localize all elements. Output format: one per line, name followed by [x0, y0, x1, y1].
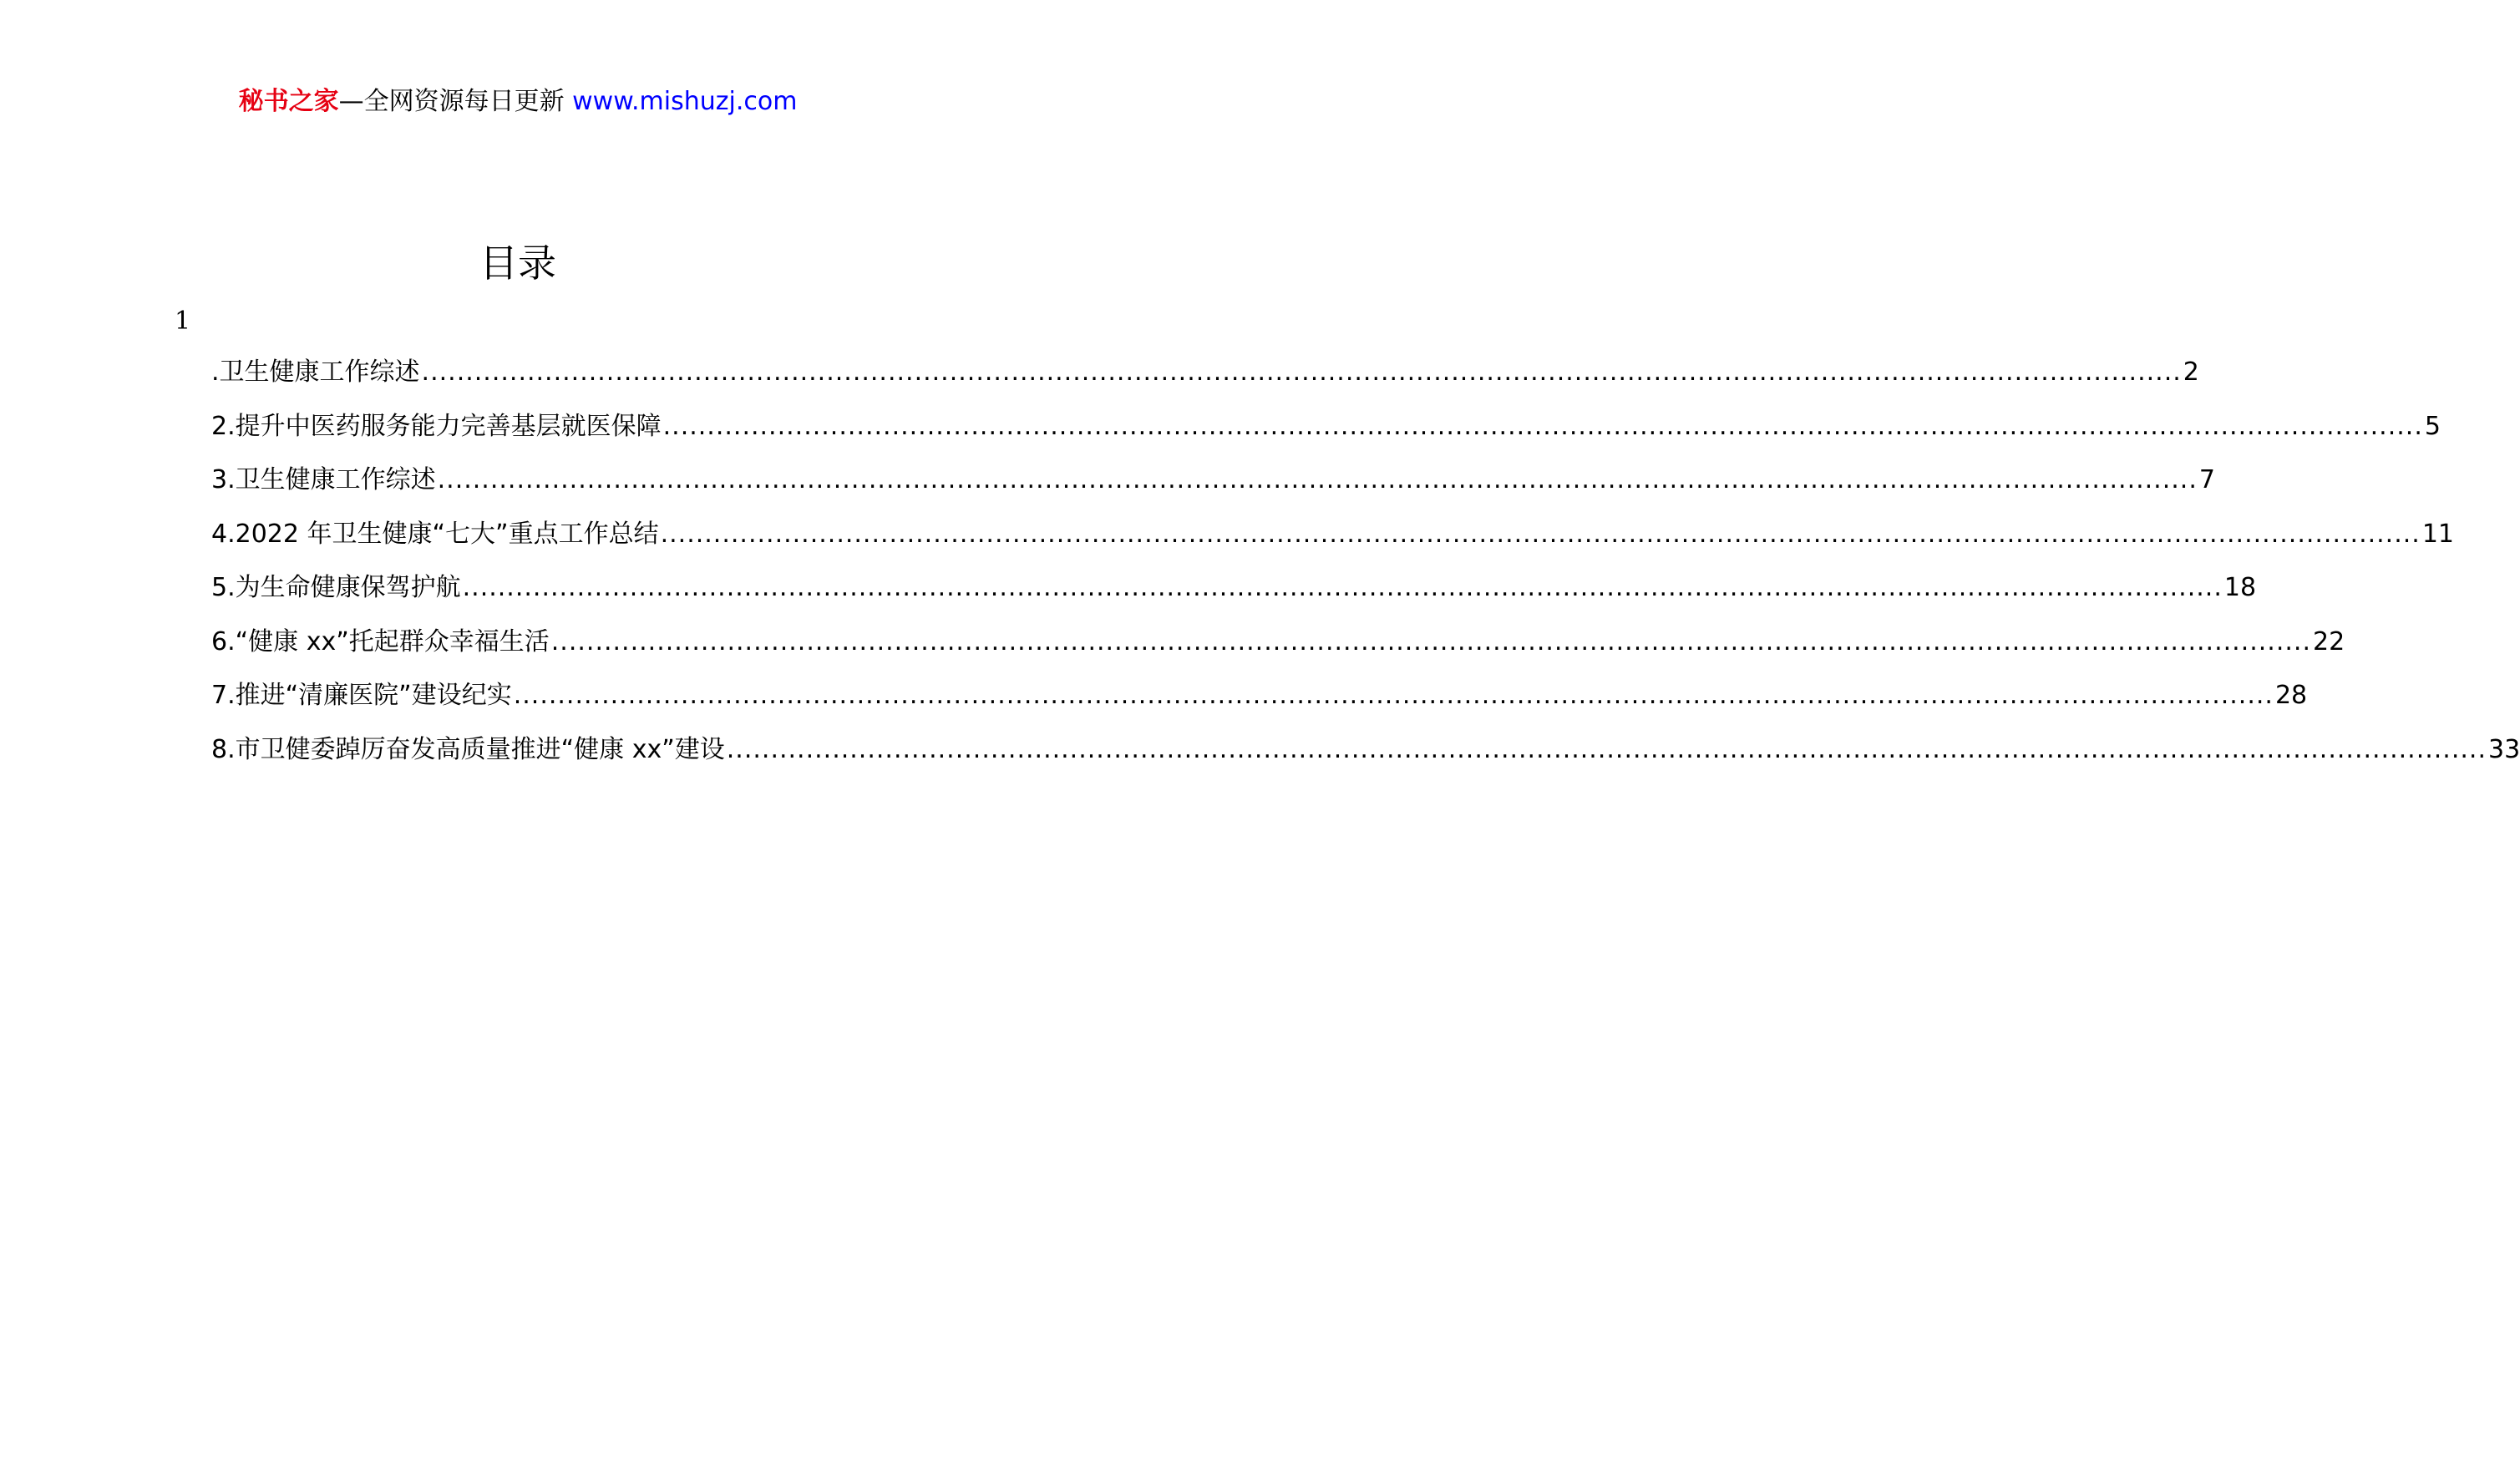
toc-entry-title: 6.“健康 xx”托起群众幸福生活	[211, 626, 550, 656]
toc-entry-title: 4.2022 年卫生健康“七大”重点工作总结	[211, 519, 659, 549]
toc-entry[interactable]	[211, 571, 2257, 626]
toc-dot-leader: ........................................................................................................................................................................................................	[421, 357, 2182, 387]
toc-entry-title: 3.卫生健康工作综述	[211, 465, 436, 494]
toc-entry[interactable]	[211, 410, 2441, 464]
toc-entry-title: 5.为生命健康保驾护航	[211, 573, 461, 602]
toc-entry-page-number: 28	[2274, 681, 2308, 710]
toc-entry[interactable]	[211, 733, 2520, 788]
toc-entry[interactable]	[211, 356, 2199, 410]
toc-entry[interactable]	[211, 464, 2215, 518]
toc-entry-page-number: 18	[2223, 573, 2257, 602]
toc-entry[interactable]	[211, 626, 2345, 680]
toc-entry[interactable]	[211, 518, 2455, 572]
toc-dot-leader: ........................................................................................................................................................................................................	[726, 734, 2487, 764]
toc-dot-leader: ........................................................................................................................................................................................................	[662, 411, 2423, 441]
toc-entry[interactable]	[211, 679, 2308, 733]
toc-entry-title: 2.提升中医药服务能力完善基层就医保障	[211, 411, 662, 441]
toc-dot-leader: ........................................................................................................................................................................................................	[513, 681, 2274, 710]
toc-entry-page-number: 11	[2421, 519, 2455, 549]
toc-dot-leader: ........................................................................................................................................................................................................	[437, 465, 2198, 494]
toc-dot-leader: ........................................................................................................................................................................................................	[660, 519, 2421, 549]
toc-entry-page-number: 7	[2198, 465, 2215, 494]
document-title: 目录	[479, 241, 556, 286]
header-tagline: —全网资源每日更新	[338, 87, 565, 116]
site-url-link[interactable]: www.mishuzj.com	[572, 87, 798, 116]
section-number: 1	[175, 307, 191, 336]
toc-entry-page-number: 33	[2488, 734, 2520, 764]
toc-entry-title: .卫生健康工作综述	[211, 357, 420, 387]
toc-entry-title: 8.市卫健委踔厉奋发高质量推进“健康 xx”建设	[211, 734, 725, 764]
table-of-contents	[211, 356, 2520, 787]
brand-name: 秘书之家	[238, 87, 339, 116]
toc-entry-page-number: 2	[2183, 357, 2199, 387]
toc-dot-leader: ........................................................................................................................................................................................................	[550, 626, 2311, 656]
site-header	[0, 85, 1036, 119]
toc-dot-leader: ........................................................................................................................................................................................................	[462, 573, 2223, 602]
toc-entry-page-number: 5	[2424, 411, 2441, 441]
toc-entry-title: 7.推进“清廉医院”建设纪实	[211, 681, 512, 710]
toc-entry-page-number: 22	[2313, 626, 2345, 656]
